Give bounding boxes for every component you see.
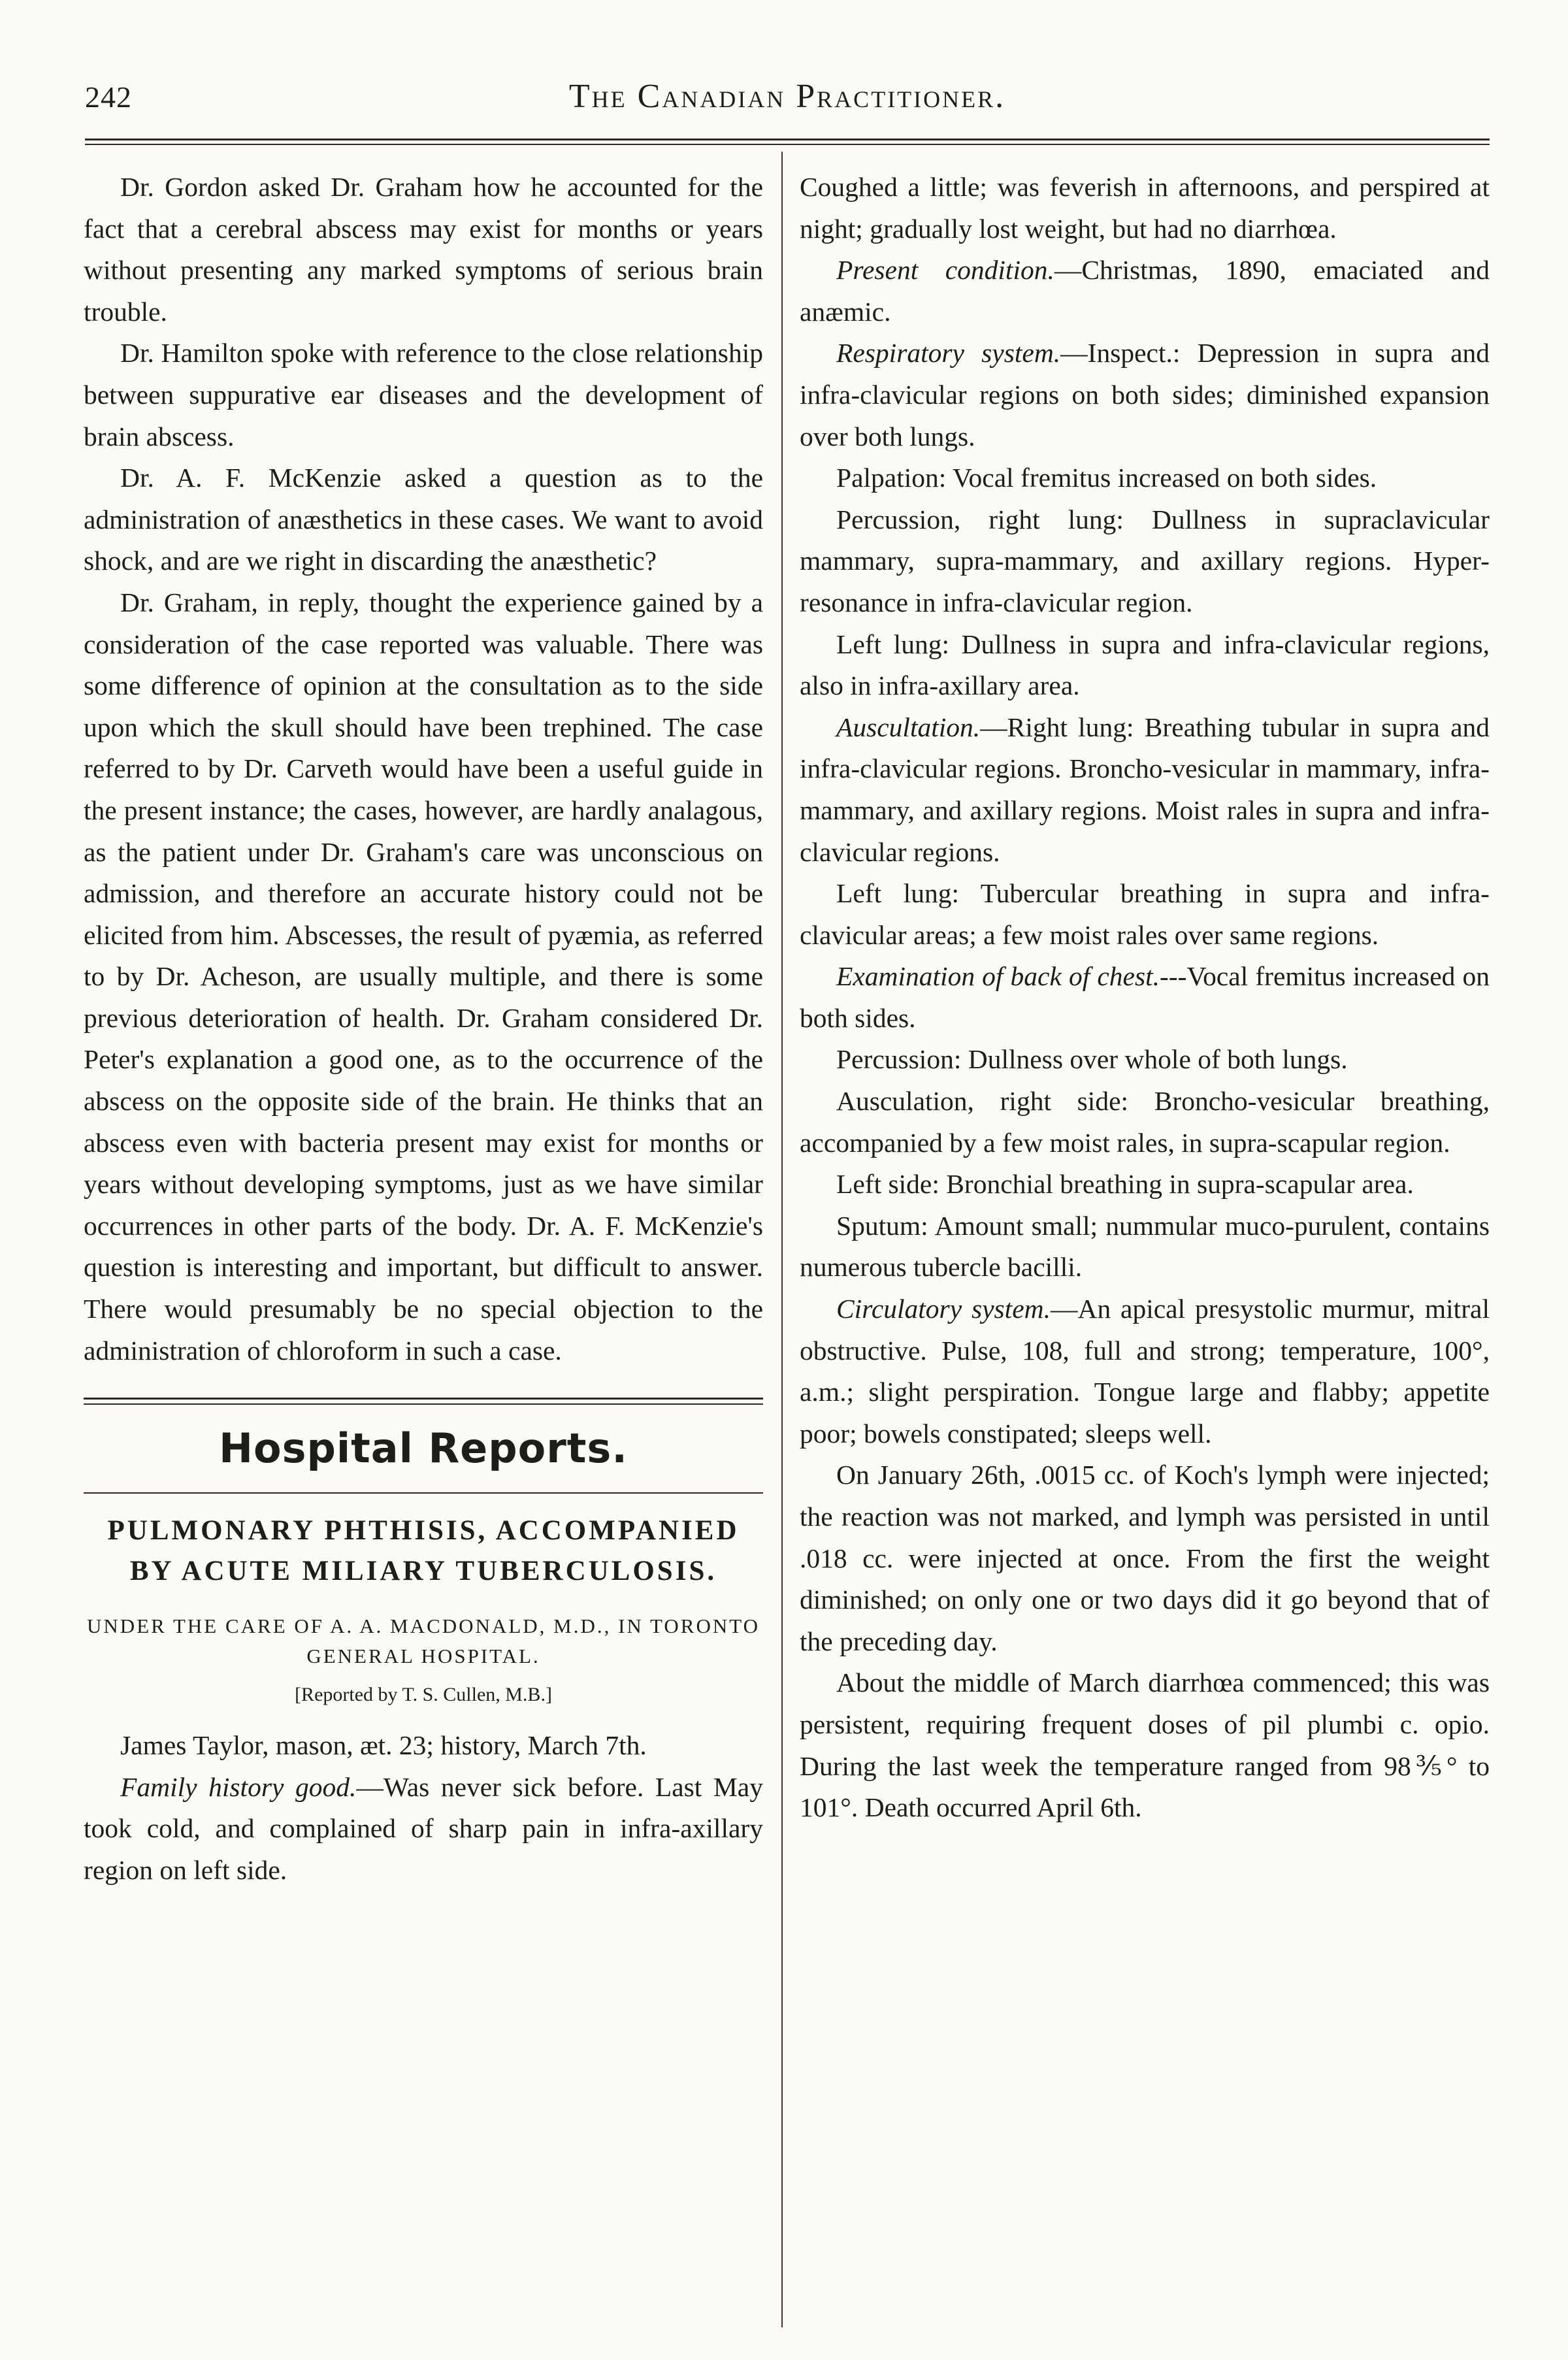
paragraph: Percussion: Dullness over whole of both lungs. (836, 1044, 1348, 1075)
subheading: Circulatory system. (836, 1294, 1051, 1324)
paragraph: Family history good.—Was never sick before. Last May took cold, and complained of sharp pain in infra-axillary region on left side. (84, 1771, 763, 1885)
paragraph: Coughed a little; was feverish in afternoons, and perspired at night; gradually lost weight, but had no diarrhœa. (800, 172, 1490, 244)
column-divider (781, 152, 783, 2327)
paragraph: Auscultation.—Right lung: Breathing tubular in supra and infra-clavicular regions. Broncho-vesicular in mammary, infra-mammary, and axillary regions. Moist rales in supra and infra-clavicular regions. (800, 712, 1490, 867)
paragraph: Respiratory system.—Inspect.: Depression in supra and infra-clavicular regions on both sides; diminished expansion over both lungs. (800, 338, 1490, 451)
subheading: Respiratory system. (836, 338, 1061, 369)
paragraph: Left lung: Tubercular breathing in supra and infra-clavicular areas; a few moist rales over same regions. (800, 878, 1490, 950)
paragraph: Dr. Graham, in reply, thought the experience gained by a consideration of the case reported was valuable. There was some difference of opinion at the consultation as to the side upon which the skull should have been trephined. The case referred to by Dr. Carveth would have been a useful guide in the present instance; the cases, however, are hardly analagous, as the patient under Dr. Graham's care was unconscious on admission, and therefore an accurate history could not be elicited from him. Abscesses, the result of pyæmia, as referred to by Dr. Acheson, are usually multiple, and there is some previous deterioration of health. Dr. Graham considered Dr. Peter's explanation a good one, as to the occurrence of the abscess on the opposite side of the brain. He thinks that an abscess even with bacteria present may exist for months or years without developing symptoms, just as we have similar occurrences in other parts of the body. Dr. A. F. McKenzie's question is interesting and important, but difficult to answer. There would presumably be no special objection to the administration of chloroform in such a case. (84, 587, 763, 1366)
paragraph: James Taylor, mason, æt. 23; history, March 7th. (120, 1730, 647, 1761)
paragraph: Circulatory system.—An apical presystolic murmur, mitral obstructive. Pulse, 108, full and strong; temperature, 100°, a.m.; slight perspiration. Tongue large and flabby; appetite poor; bowels constipated; sleeps well. (800, 1294, 1490, 1449)
subheading: Examination of back of chest. (836, 961, 1160, 992)
right-column (800, 167, 1490, 1829)
paragraph: About the middle of March diarrhœa commenced; this was persistent, requiring frequent doses of pil plumbi c. opio. During the last week the temperature ranged from 98⅗° to 101°. Death occurred April 6th. (800, 1667, 1490, 1823)
paragraph: Examination of back of chest.---Vocal fremitus increased on both sides. (800, 961, 1490, 1033)
subheading: Auscultation. (836, 712, 981, 742)
running-head (85, 65, 1490, 124)
paragraph: On January 26th, .0015 cc. of Koch's lymph were injected; the reaction was not marked, and lymph was persisted in until .018 cc. were injected at once. From the first the weight diminished; on only one or two days did it go beyond that of the preceding day. (800, 1460, 1490, 1656)
paragraph: Dr. A. F. McKenzie asked a question as to the administration of anæsthetics in these cases. We want to avoid shock, and are we right in discarding the anæsthetic? (84, 463, 763, 576)
paragraph: Palpation: Vocal fremitus increased on both sides. (836, 463, 1377, 493)
journal-title: The Canadian Practitioner. (568, 78, 1006, 115)
paragraph: Dr. Gordon asked Dr. Graham how he accounted for the fact that a cerebral abscess may exist for months or years without presenting any marked symptoms of serious brain trouble. (84, 172, 763, 327)
subheading: Family history good. (120, 1771, 357, 1802)
paragraph: Left side: Bronchial breathing in supra-scapular area. (836, 1169, 1414, 1200)
case-reporter: [Reported by T. S. Cullen, M.B.] (295, 1684, 552, 1706)
paragraph: Present condition.—Christmas, 1890, emaciated and anæmic. (800, 255, 1490, 327)
case-title: PULMONARY PHTHISIS, ACCOMPANIED BY ACUTE MILIARY TUBERCULOSIS. (107, 1515, 740, 1587)
header-rule (85, 139, 1490, 145)
case-attending: UNDER THE CARE OF A. A. MACDONALD, M.D., IN TORONTO GENERAL HOSPITAL. (87, 1614, 760, 1668)
paragraph: Ausculation, right side: Broncho-vesicular breathing, accompanied by a few moist rales, in supra-scapular region. (800, 1086, 1490, 1158)
paragraph: Sputum: Amount small; nummular muco-purulent, contains numerous tubercle bacilli. (800, 1210, 1490, 1283)
heading-rule (84, 1492, 763, 1494)
paragraph: Left lung: Dullness in supra and infra-clavicular regions, also in infra-axillary area. (800, 629, 1490, 701)
paragraph: Percussion, right lung: Dullness in supraclavicular mammary, supra-mammary, and axillary regions. Hyper-resonance in infra-clavicular region. (800, 504, 1490, 617)
left-column (84, 167, 763, 1892)
page-number: 242 (85, 80, 132, 114)
section-rule (84, 1398, 763, 1405)
paragraph: Dr. Hamilton spoke with reference to the close relationship between suppurative ear diseases and the development of brain abscess. (84, 338, 763, 451)
subheading: Present condition. (836, 255, 1054, 286)
section-heading: Hospital Reports. (219, 1424, 628, 1473)
